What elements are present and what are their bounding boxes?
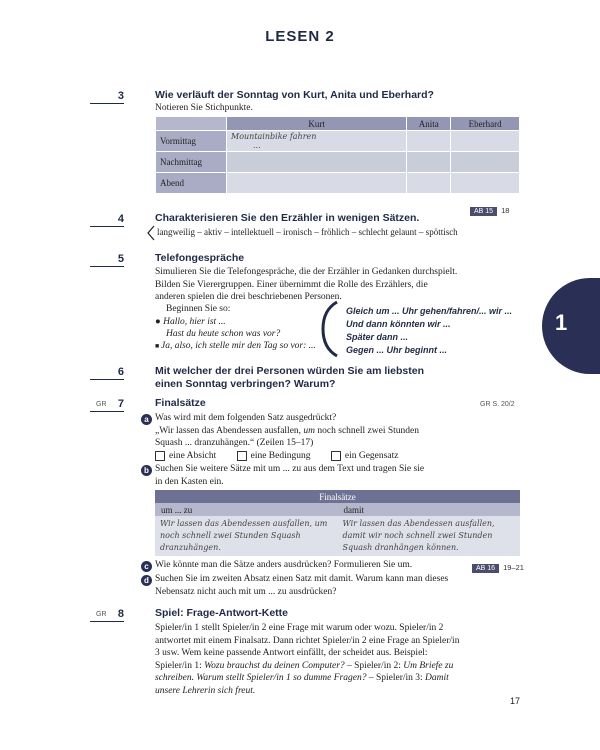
exercise-5-dialogue: [155, 316, 316, 352]
grammar-marker: GR: [96, 401, 107, 408]
exercise-7b-text: Suchen Sie weitere Sätze mit um ... zu aus dem Text und tragen Sie sie in den Kasten ein.: [155, 464, 425, 487]
curly-brace-icon: [318, 300, 340, 358]
cell-kurt-vormittag: [227, 131, 407, 152]
finalsaetze-table: [155, 490, 520, 556]
item-b-marker: b: [141, 465, 152, 476]
exercise-8-text: Spieler/in 1 stellt Spieler/in 2 eine Frage mit warum oder wozu. Spieler/in 2 antwortet mit einem Finalsatz. Dann richtet Spieler/in 2 eine Frage an Spieler/in 3 usw. Wem keine passende Antwort einfällt, der scheidet aus. Beispiel: Spieler/in 1: Wozu brauchst du deinen Computer? – Spieler/in 2: Um Briefe zu schreiben. Warum stellt Spieler/in 1 so dumme Fragen? – Spieler/in 3: Damit unsere Lehrerin sich freut.: [155, 623, 460, 696]
chapter-tab-label: 1: [555, 310, 568, 335]
item-d-marker: d: [141, 575, 152, 586]
exercise-7a-options: [155, 450, 398, 463]
exercise-3-number: 3: [90, 90, 124, 104]
exercise-7d-text: Suchen Sie im zweiten Absatz einen Satz mit damit. Warum kann man dieses Nebensatz nicht auch mit um ... zu ausdrücken?: [155, 574, 449, 597]
row-abend: Abend: [156, 173, 227, 194]
column-eberhard: Eberhard: [451, 117, 520, 131]
page-number: 17: [510, 696, 521, 706]
exercise-6-question: Mit welcher der drei Personen würden Sie am liebsten einen Sonntag verbringen? Warum?: [155, 365, 424, 390]
exercise-6-number: 6: [90, 366, 124, 380]
dialogue-line: ■ Ja, also, ich stelle mir den Tag so vor: ...: [155, 341, 316, 351]
exercise-7-number: 7: [90, 398, 124, 412]
exercise-7a-question: Was wird mit dem folgenden Satz ausgedrückt?: [155, 413, 337, 423]
phrase: Und dann könnten wir ...: [346, 319, 451, 329]
column-anita: Anita: [407, 117, 451, 131]
exercise-8-title: Spiel: Frage-Antwort-Kette: [155, 607, 289, 619]
phrase: Gleich um ... Uhr gehen/fahren/... wir ...: [346, 306, 513, 316]
exercise-4-words: langweilig – aktiv – intellektuell – ironisch – fröhlich – schlecht gelaunt – spöttisch: [157, 227, 458, 237]
workbook-ref-label: AB 16: [472, 564, 499, 573]
page-title: LESEN 2: [265, 28, 335, 45]
exercise-5-number: 5: [90, 253, 124, 267]
column-um-zu: um ... zu: [155, 503, 338, 516]
exercise-5-title: Telefongespräche: [155, 252, 245, 264]
row-nachmittag: Nachmittag: [156, 152, 227, 173]
exercise-7c-text: Wie könnte man die Sätze anders ausdrücken? Formulieren Sie um.: [155, 560, 413, 570]
exercise-5-phrases: [346, 305, 512, 357]
workbook-ref-number: 18: [501, 206, 510, 215]
table-title: Finalsätze: [155, 490, 520, 503]
exercise-5-text: Simulieren Sie die Telefongespräche, die der Erzähler in Gedanken durchspielt. Bilden Sie Vierergruppen. Einer übernimmt die Rolle des Erzählers, die anderen spielen die drei beschriebenen Personen.: [155, 267, 458, 302]
handwriting: Mountainbike fahren: [231, 132, 317, 141]
exercise-3-instruction: Notieren Sie Stichpunkte.: [155, 103, 253, 113]
handwriting-dots: ...: [253, 141, 261, 150]
row-vormittag: Vormittag: [156, 131, 227, 152]
workbook-ref-number: 19–21: [503, 563, 524, 572]
exercise-7-title: Finalsätze: [155, 397, 206, 409]
cell-damit: Wir lassen das Abendessen ausfallen, damit wir noch schnell zwei Stunden Squash dranhängen können.: [338, 516, 521, 556]
column-kurt: Kurt: [227, 117, 407, 131]
exercise-3-question: Wie verläuft der Sonntag von Kurt, Anita und Eberhard?: [155, 89, 434, 101]
option-bedingung[interactable]: eine Bedingung: [237, 451, 311, 461]
grammar-marker: GR: [96, 611, 107, 618]
exercise-5-begin: Beginnen Sie so:: [166, 304, 231, 314]
bracket-icon: [146, 225, 156, 241]
item-c-marker: c: [141, 561, 152, 572]
grammar-ref: GR S. 20/2: [480, 401, 515, 408]
exercise-8-number: 8: [90, 608, 124, 622]
chapter-tab: [542, 278, 600, 374]
phrase: Später dann ...: [346, 332, 409, 342]
workbook-ref: [470, 200, 509, 218]
workbook-ref-2: [472, 557, 524, 575]
exercise-7a-quote: „Wir lassen das Abendessen ausfallen, um noch schnell zwei Stunden Squash ... dranzuhängen.“ (Zeilen 15–17): [155, 425, 419, 448]
phrase: Gegen ... Uhr beginnt ...: [346, 345, 448, 355]
checkbox[interactable]: [155, 451, 165, 461]
exercise-7a: [155, 412, 420, 450]
column-damit: damit: [338, 503, 521, 516]
checkbox[interactable]: [237, 451, 247, 461]
dialogue-line: ● Hallo, hier ist ...: [155, 317, 226, 327]
exercise-4-number: 4: [90, 213, 124, 227]
dialogue-line: Hast du heute schon was vor?: [166, 329, 281, 339]
cell-um-zu: Wir lassen das Abendessen ausfallen, um noch schnell zwei Stunden Squash dranzuhängen.: [155, 516, 338, 556]
exercise-3-table: [155, 116, 520, 194]
option-gegensatz[interactable]: ein Gegensatz: [331, 451, 399, 461]
checkbox[interactable]: [331, 451, 341, 461]
option-absicht[interactable]: eine Absicht: [155, 451, 216, 461]
exercise-4-question: Charakterisieren Sie den Erzähler in wenigen Sätzen.: [155, 212, 420, 224]
workbook-ref-label: AB 15: [470, 207, 497, 216]
item-a-marker: a: [141, 414, 152, 425]
